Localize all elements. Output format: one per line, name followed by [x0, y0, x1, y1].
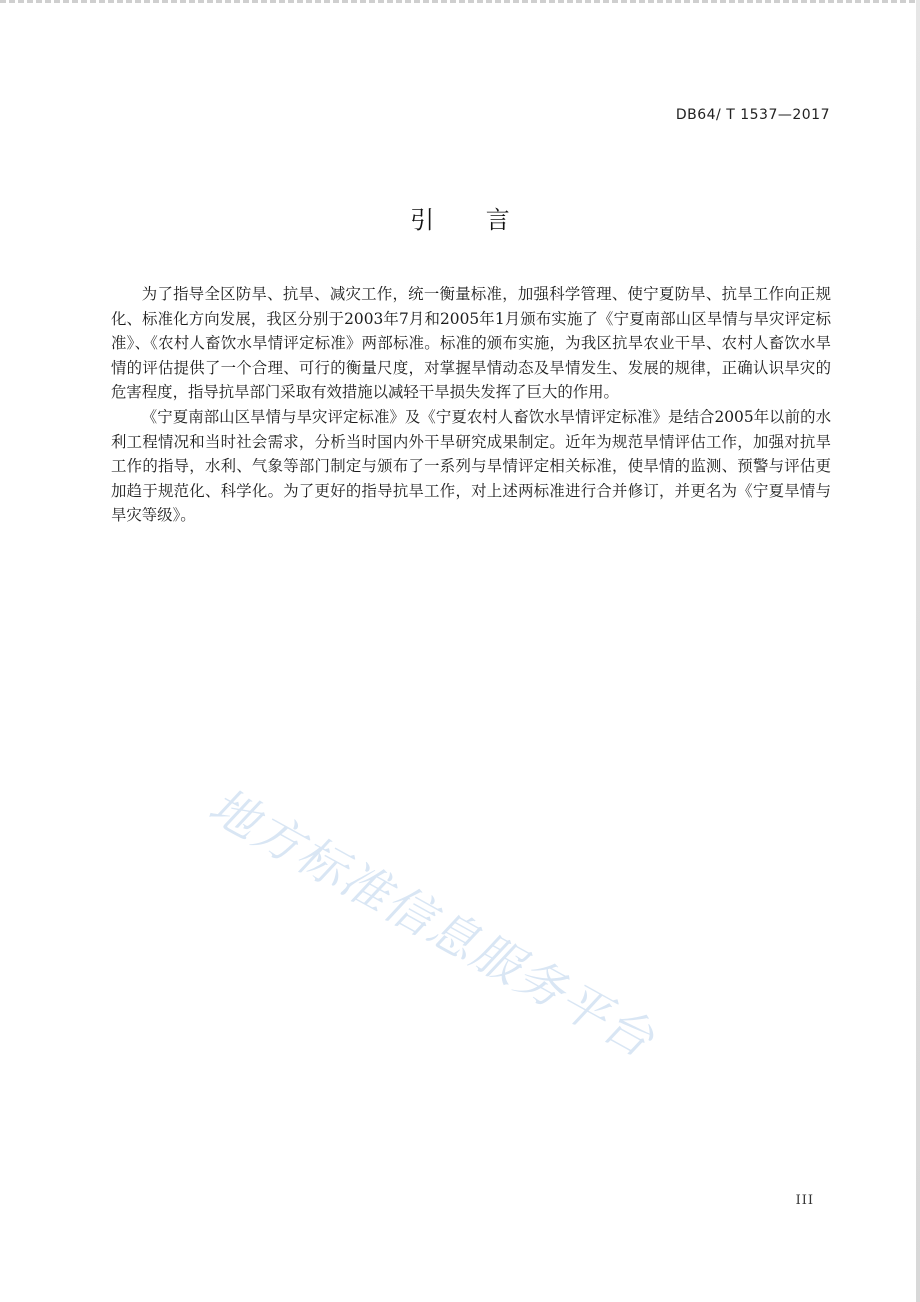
- page-number: III: [795, 1193, 814, 1208]
- document-code: DB64/ T 1537—2017: [675, 107, 830, 123]
- page-title: 引 言: [410, 206, 532, 234]
- page-edge-shadow: [916, 0, 920, 1302]
- watermark: 地方标准信息服务平台: [199, 777, 664, 1070]
- top-border-rule: [0, 0, 920, 3]
- body-text: [111, 282, 831, 528]
- paragraph-2: 《宁夏南部山区旱情与旱灾评定标准》及《宁夏农村人畜饮水旱情评定标准》是结合2005年以前的水利工程情况和当时社会需求，分析当时国内外干旱研究成果制定。近年为规范旱情评估工作，加强对抗旱工作的指导，水利、气象等部门制定与颁布了一系列与旱情评定相关标准，使旱情的监测、预警与评估更加趋于规范化、科学化。为了更好的指导抗旱工作，对上述两标准进行合并修订，并更名为《宁夏旱情与旱灾等级》。: [111, 407, 831, 525]
- paragraph-1: 为了指导全区防旱、抗旱、减灾工作，统一衡量标准，加强科学管理、使宁夏防旱、抗旱工作向正规化、标准化方向发展，我区分别于2003年7月和2005年1月颁布实施了《宁夏南部山区旱情与旱灾评定标准》、《农村人畜饮水旱情评定标准》两部标准。标准的颁布实施，为我区抗旱农业干旱、农村人畜饮水旱情的评估提供了一个合理、可行的衡量尺度，对掌握旱情动态及旱情发生、发展的规律，正确认识旱灾的危害程度，指导抗旱部门采取有效措施以减轻干旱损失发挥了巨大的作用。: [111, 285, 831, 402]
